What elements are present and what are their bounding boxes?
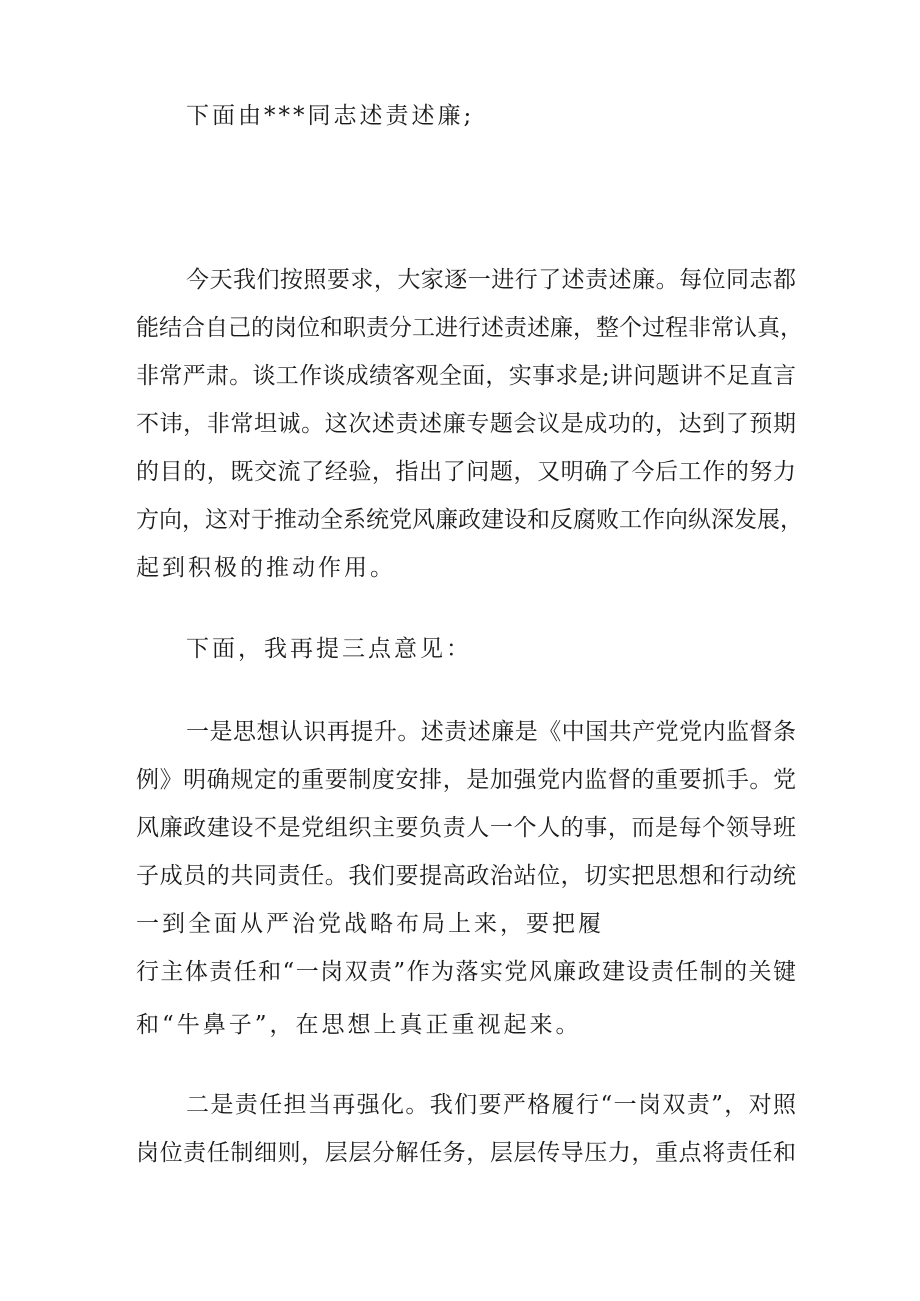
paragraph-4-line-7: 和“牛鼻子”，在思想上真正重视起来。 — [136, 1012, 582, 1038]
paragraph-4-line-5: 一到全面从严治党战略布局上来，要把履 — [136, 911, 604, 937]
paragraph-5-line-2: 岗位责任制细则，层层分解任务，层层传导压力，重点将责任和 — [136, 1140, 796, 1166]
paragraph-4-line-1: 一是思想认识再提升。述责述廉是《中国共产党党内监督条 — [186, 719, 796, 745]
paragraph-5-line-1: 二是责任担当再强化。我们要严格履行“一岗双责”，对照 — [186, 1092, 796, 1118]
paragraph-1-line-1: 下面由***同志述责述廉; — [186, 103, 475, 129]
paragraph-2-line-7: 起到积极的推动作用。 — [136, 555, 396, 581]
paragraph-2-line-4: 不讳，非常坦诚。这次述责述廉专题会议是成功的，达到了预期 — [136, 411, 796, 437]
paragraph-2-line-1: 今天我们按照要求，大家逐一进行了述责述廉。每位同志都 — [186, 267, 796, 293]
paragraph-4-line-6: 行主体责任和“一岗双责”作为落实党风廉政建设责任制的关键 — [136, 959, 796, 985]
paragraph-4-line-2: 例》明确规定的重要制度安排，是加强党内监督的重要抓手。党 — [136, 767, 796, 793]
paragraph-3-line-1: 下面，我再提三点意见： — [186, 636, 472, 662]
paragraph-2-line-5: 的目的，既交流了经验，指出了问题，又明确了今后工作的努力 — [136, 459, 796, 485]
paragraph-2-line-3: 非常严肃。谈工作谈成绩客观全面，实事求是;讲问题讲不足直言 — [136, 363, 796, 389]
paragraph-4-line-3: 风廉政建设不是党组织主要负责人一个人的事，而是每个领导班 — [136, 815, 796, 841]
paragraph-2-line-2: 能结合自己的岗位和职责分工进行述责述廉，整个过程非常认真， — [136, 315, 803, 341]
paragraph-2-line-6: 方向，这对于推动全系统党风廉政建设和反腐败工作向纵深发展， — [136, 507, 803, 533]
paragraph-4-line-4: 子成员的共同责任。我们要提高政治站位，切实把思想和行动统 — [136, 863, 796, 889]
